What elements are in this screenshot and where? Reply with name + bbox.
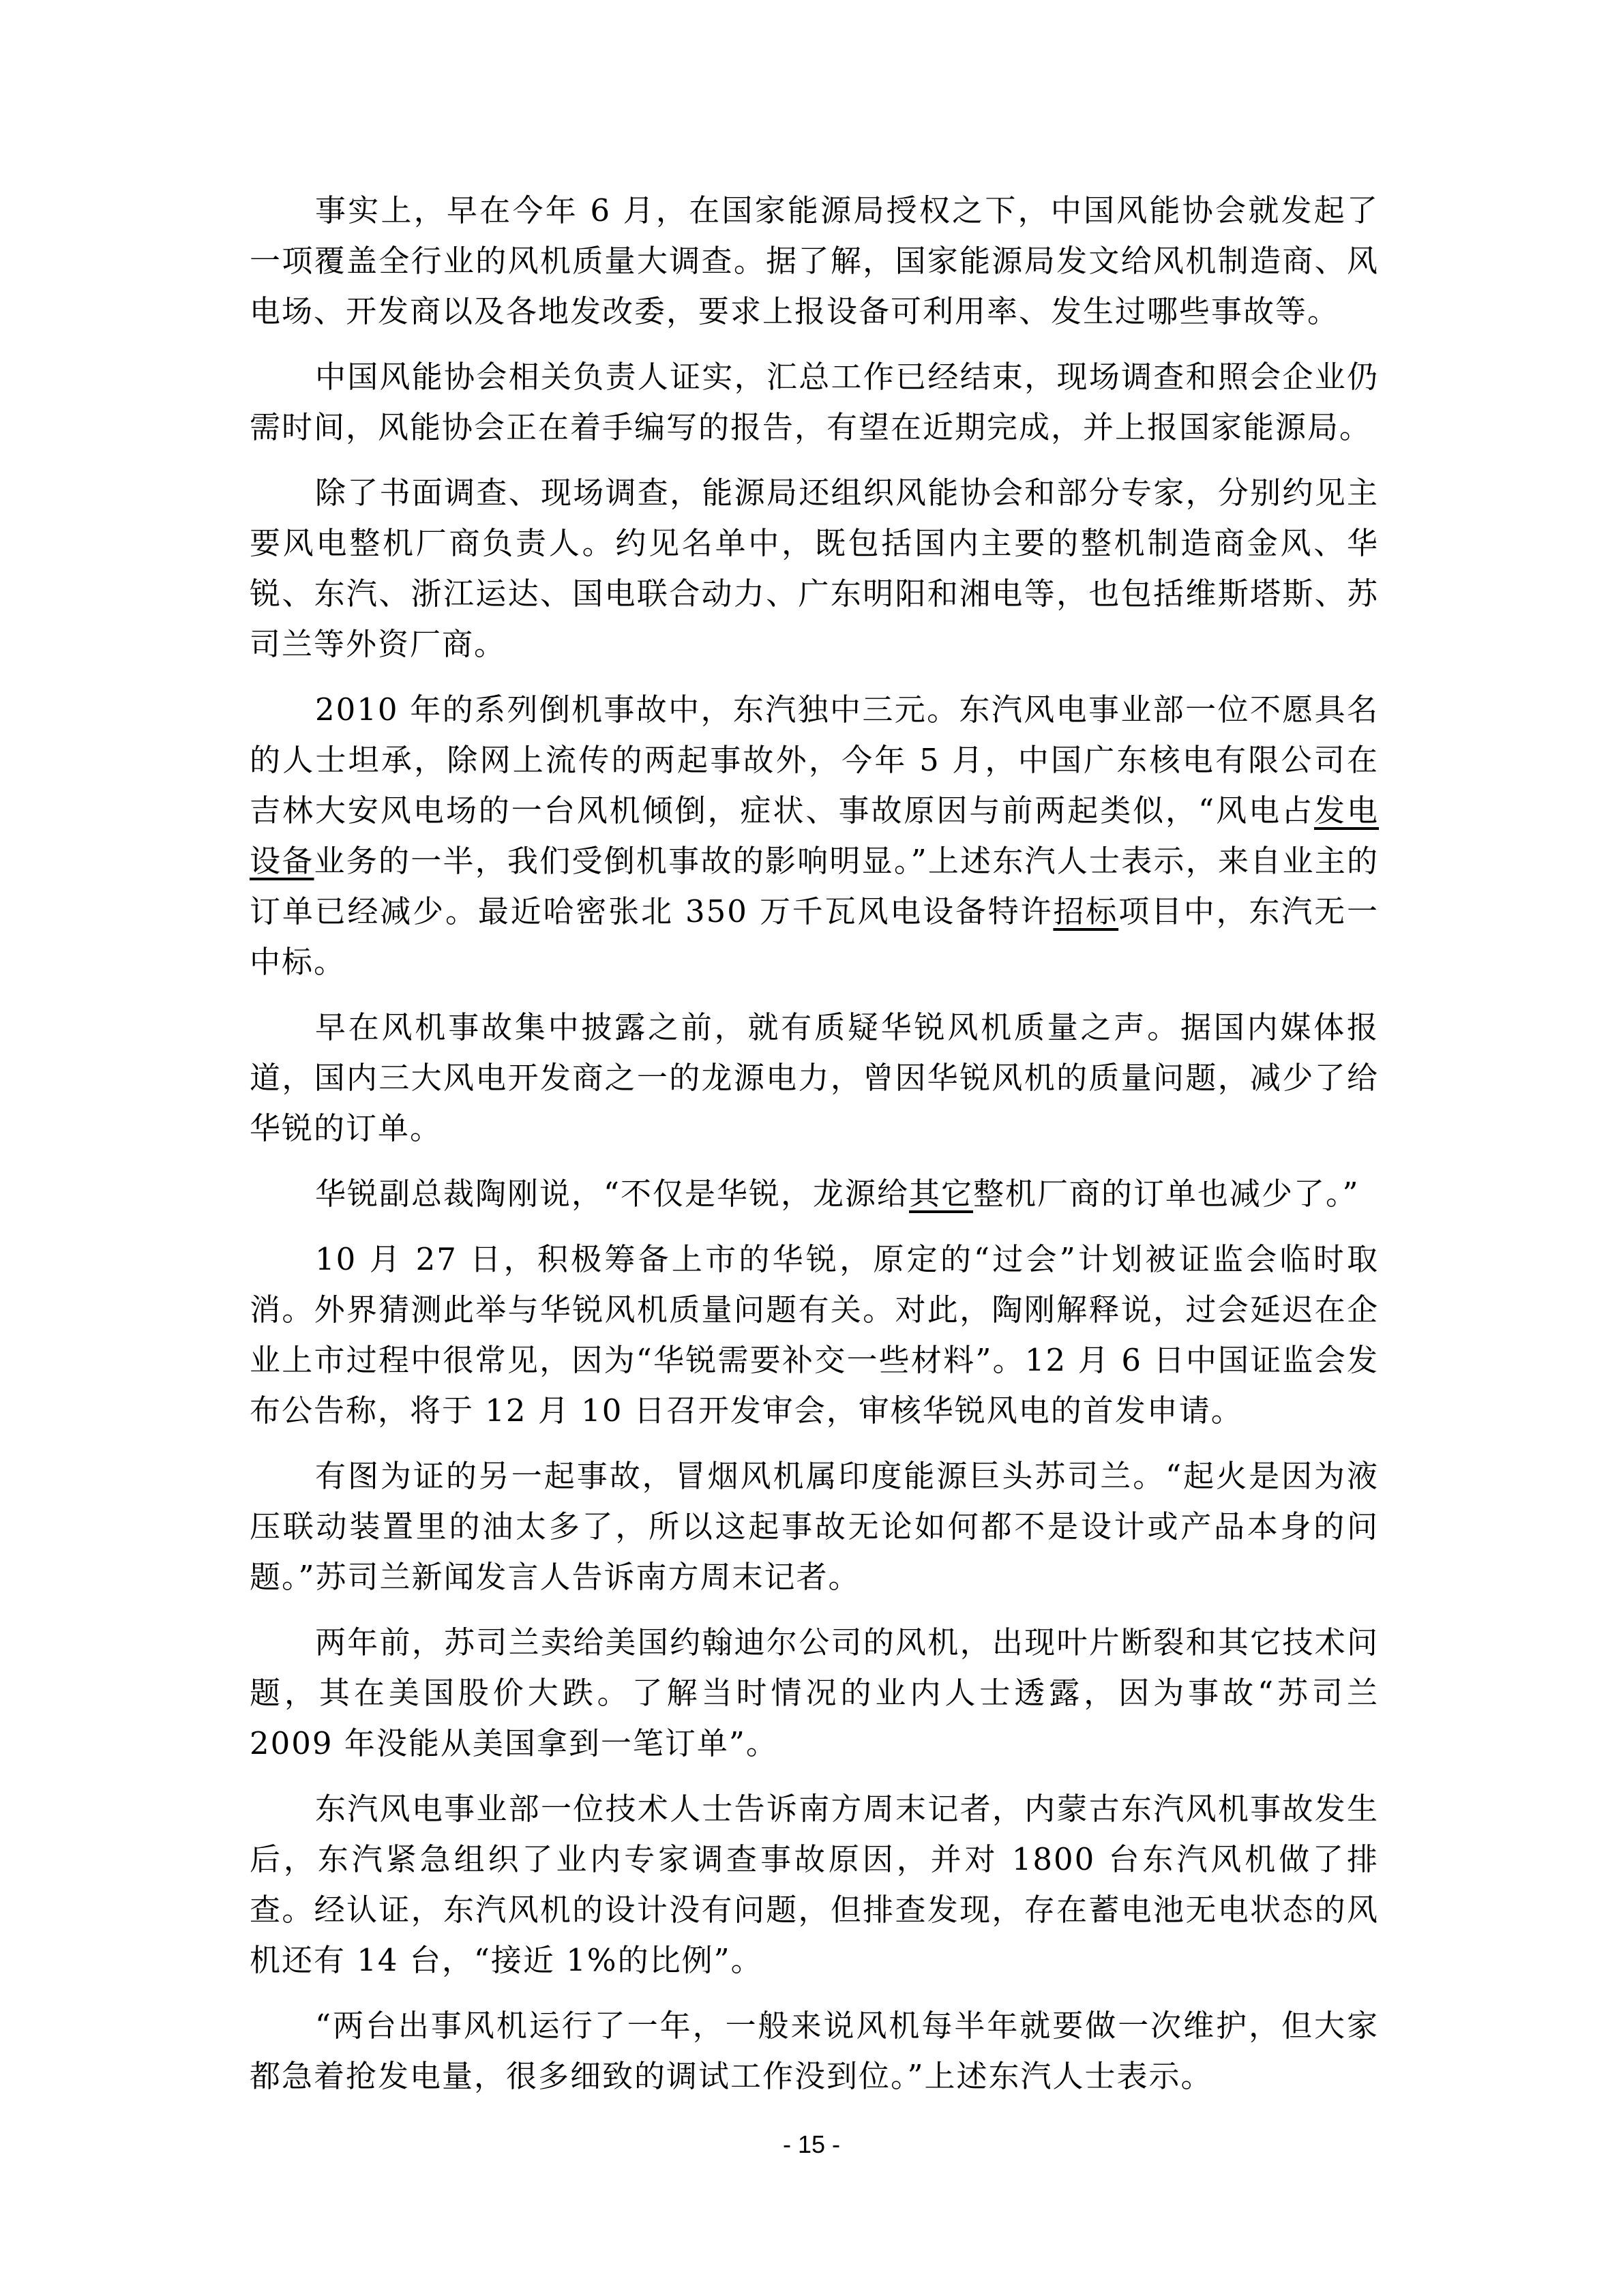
text-run: 中国风能协会相关负责人证实，汇总工作已经结束，现场调查和照会企业仍需时间，风能协会正在着手编写的报告，有望在近期完成，并上报国家能源局。 xyxy=(250,359,1379,445)
text-run: 有图为证的另一起事故，冒烟风机属印度能源巨头苏司兰。“起火是因为液压联动装置里的油太多了，所以这起事故无论如何都不是设计或产品本身的问题。”苏司兰新闻发言人告诉南方周末记者。 xyxy=(250,1458,1379,1595)
underlined-text-run: 其它 xyxy=(909,1176,974,1212)
paragraph xyxy=(250,2001,1379,2102)
paragraph xyxy=(250,1451,1379,1602)
paragraph xyxy=(250,185,1379,337)
text-run: 整机厂商的订单也减少了。” xyxy=(973,1176,1360,1212)
page-number: - 15 - xyxy=(782,2130,841,2158)
paragraph xyxy=(250,1002,1379,1154)
text-run: “两台出事风机运行了一年，一般来说风机每半年就要做一次维护，但大家都急着抢发电量，很多细致的调试工作没到位。”上述东汽人士表示。 xyxy=(250,2008,1379,2094)
text-run: 事实上，早在今年 6 月，在国家能源局授权之下，中国风能协会就发起了一项覆盖全行业的风机质量大调查。据了解，国家能源局发文给风机制造商、风电场、开发商以及各地发改委，要求上报设备可利用率、发生过哪些事故等。 xyxy=(250,192,1379,329)
paragraph xyxy=(250,352,1379,453)
text-run: 除了书面调查、现场调查，能源局还组织风能协会和部分专家，分别约见主要风电整机厂商负责人。约见名单中，既包括国内主要的整机制造商金风、华锐、东汽、浙江运达、国电联合动力、广东明阳和湘电等，也包括维斯塔斯、苏司兰等外资厂商。 xyxy=(250,475,1379,662)
paragraph xyxy=(250,1617,1379,1769)
text-run: 项目中，东汽无一中标。 xyxy=(250,893,1379,980)
text-run: 10 月 27 日，积极筹备上市的华锐，原定的“过会”计划被证监会临时取消。外界猜测此举与华锐风机质量问题有关。对此，陶刚解释说，过会延迟在企业上市过程中很常见，因为“华锐需要补交一些材料”。12 月 6 日中国证监会发布公告称，将于 12 月 10 日召开发审会，审核华锐风电的首发申请。 xyxy=(250,1241,1379,1429)
text-run: 早在风机事故集中披露之前，就有质疑华锐风机质量之声。据国内媒体报道，国内三大风电开发商之一的龙源电力，曾因华锐风机的质量问题，减少了给华锐的订单。 xyxy=(250,1009,1379,1146)
text-run: 两年前，苏司兰卖给美国约翰迪尔公司的风机，出现叶片断裂和其它技术问题，其在美国股价大跌。了解当时情况的业内人士透露，因为事故“苏司兰 2009 年没能从美国拿到一笔订单”。 xyxy=(250,1624,1379,1761)
paragraph xyxy=(250,1169,1379,1219)
paragraph xyxy=(250,1784,1379,1986)
underlined-text-run: 发电设备 xyxy=(250,792,1379,879)
text-run: 2010 年的系列倒机事故中，东汽独中三元。东汽风电事业部一位不愿具名的人士坦承，除网上流传的两起事故外，今年 5 月，中国广东核电有限公司在吉林大安风电场的一台风机倾倒，症状、事故原因与前两起类似，“风电占 xyxy=(250,691,1379,829)
paragraph xyxy=(250,685,1379,987)
document-body xyxy=(250,185,1379,2102)
text-run: 华锐副总裁陶刚说，“不仅是华锐，龙源给 xyxy=(315,1176,910,1212)
underlined-text-run: 招标 xyxy=(1053,893,1119,929)
page-footer xyxy=(0,2129,1623,2160)
text-run: 东汽风电事业部一位技术人士告诉南方周末记者，内蒙古东汽风机事故发生后，东汽紧急组织了业内专家调查事故原因，并对 1800 台东汽风机做了排查。经认证，东汽风机的设计没有问题，但排查发现，存在蓄电池无电状态的风机还有 14 台，“接近 1%的比例”。 xyxy=(250,1791,1379,1978)
paragraph xyxy=(250,1234,1379,1436)
paragraph xyxy=(250,468,1379,670)
text-run: 业务的一半，我们受倒机事故的影响明显。”上述东汽人士表示，来自业主的订单已经减少。最近哈密张北 350 万千瓦风电设备特许 xyxy=(250,843,1379,929)
